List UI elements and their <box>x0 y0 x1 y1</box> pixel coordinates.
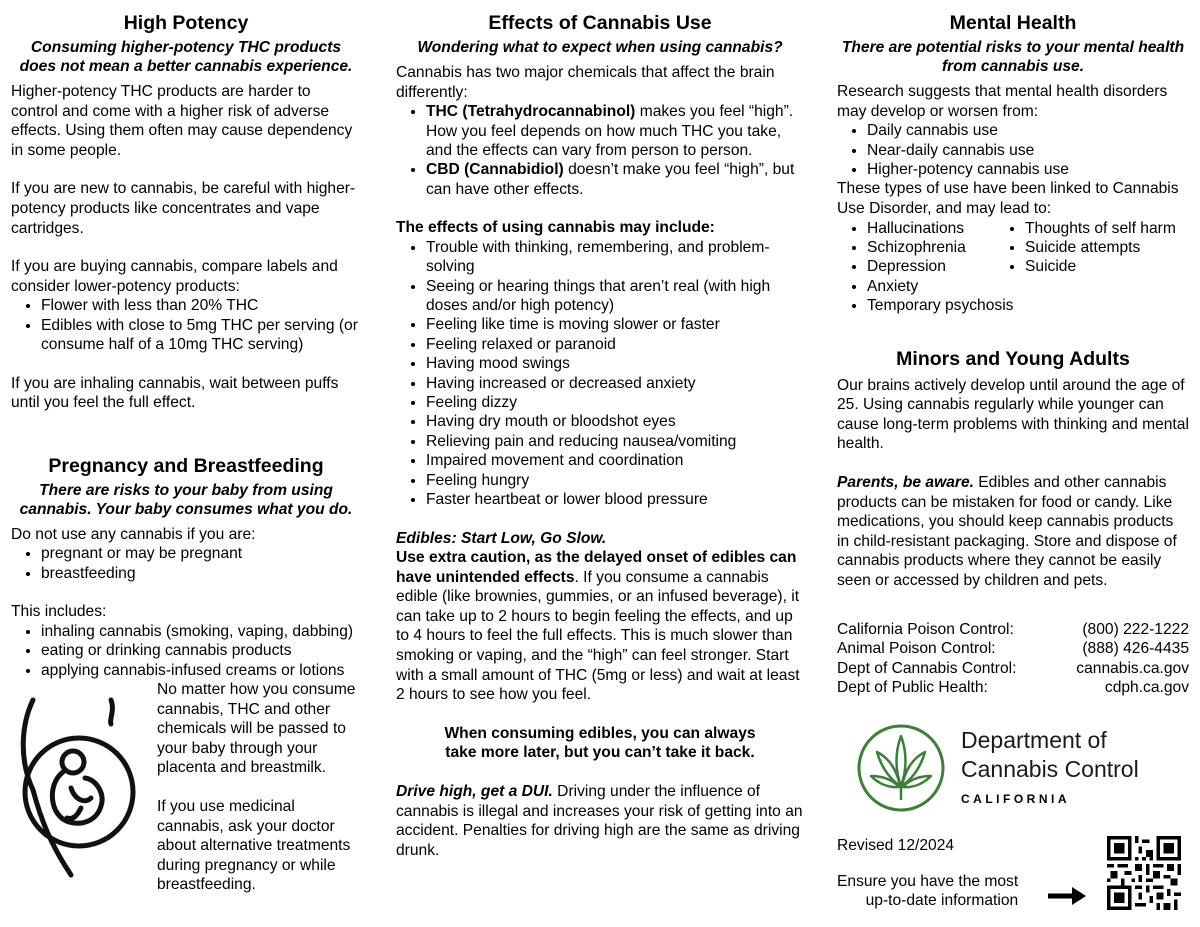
ensure-text: Ensure you have the most <box>837 872 1019 890</box>
cbd-term: CBD (Cannabidiol) <box>426 161 564 179</box>
parents-text: Edibles and other cannabis products can be mistaken for food or candy. Like medications, you should keep cannabis products in child-resistant packaging. Store and dispose of cannabis products where they cannot be easily seen or accessed by children and pets. <box>837 474 1177 589</box>
edibles-callout-line: take more later, but you can’t take it back. <box>445 744 755 762</box>
minors-paragraph: Our brains actively develop until around the age of 25. Using cannabis regularly while younger can cause long-term problems with thinking and mental health. <box>837 376 1189 453</box>
list-item: • Feeling relaxed or paranoid <box>426 335 804 354</box>
high-potency-paragraph: Higher-potency THC products are harder to control and come with a higher risk of adverse effects. Using them often may cause dependency in some people. <box>11 83 353 159</box>
edibles-callout-line: When consuming edibles, you can always <box>444 724 756 742</box>
list-item: • eating or drinking cannabis products <box>41 641 361 660</box>
contact-label: Dept of Cannabis Control: <box>837 659 1017 677</box>
high-potency-paragraph: If you are inhaling cannabis, wait between puffs until you feel the full effect. <box>11 374 339 412</box>
high-potency-paragraph: If you are new to cannabis, be careful with higher-potency products like concentrates and vape cartridges. <box>11 180 356 237</box>
pregnant-figure-icon <box>11 680 157 895</box>
logo-title-line: Department of <box>961 727 1107 754</box>
effects-list-heading: The effects of using cannabis may include: <box>396 219 715 237</box>
logo-state: CALIFORNIA <box>961 792 1070 807</box>
includes-label: This includes: <box>11 603 107 621</box>
pregnancy-subtitle: There are risks to your baby from using cannabis. Your baby consumes what you do. <box>19 481 353 518</box>
list-item: • Hallucinations <box>867 219 995 238</box>
footer <box>837 836 1189 916</box>
list-item: • Schizophrenia <box>867 238 995 257</box>
lower-potency-list <box>11 296 361 354</box>
list-item: • Relieving pain and reducing nausea/vomiting <box>426 432 804 451</box>
list-item: • Flower with less than 20% THC <box>41 296 361 315</box>
dcc-logo <box>855 722 1189 814</box>
table-row <box>837 678 1189 698</box>
parents-paragraph <box>837 473 1189 591</box>
minors-title: Minors and Young Adults <box>896 347 1130 370</box>
contact-value: cannabis.ca.gov <box>1076 659 1189 677</box>
list-item: • Feeling dizzy <box>426 393 804 412</box>
list-item: • Daily cannabis use <box>867 121 1189 140</box>
list-item: • Temporary psychosis <box>867 296 995 315</box>
table-row <box>837 620 1189 640</box>
list-item: • Trouble with thinking, remembering, and problem-solving <box>426 238 804 277</box>
list-item: • Faster heartbeat or lower blood pressure <box>426 490 804 509</box>
outcomes-list-left <box>837 219 1014 316</box>
contact-label: Dept of Public Health: <box>837 679 988 697</box>
list-item: • inhaling cannabis (smoking, vaping, dabbing) <box>41 622 361 641</box>
cannabis-leaf-logo-icon <box>855 722 947 814</box>
effects-intro: Cannabis has two major chemicals that affect the brain differently: <box>396 64 775 101</box>
use-types-list <box>837 121 1189 179</box>
pregnancy-title: Pregnancy and Breastfeeding <box>48 454 324 477</box>
mental-health-subtitle: There are potential risks to your mental health from cannabis use. <box>841 39 1185 75</box>
column-left <box>11 10 361 895</box>
list-item: • Depression <box>867 257 995 276</box>
list-item: • Anxiety <box>867 277 995 296</box>
thc-description: makes you feel “high”. How you feel depends on how much THC you take, and the effects can vary from person to person. <box>426 103 794 159</box>
high-potency-subtitle: Consuming higher-potency THC products does not mean a better cannabis experience. <box>19 39 353 75</box>
dui-text: Driving under the influence of cannabis is illegal and increases your risk of getting into an accident. Penalties for driving high are the same as driving drunk. <box>396 783 803 859</box>
outcomes-list-right <box>995 219 1176 316</box>
ensure-text: up-to-date information <box>865 892 1019 910</box>
list-item: • Suicide <box>1025 257 1176 276</box>
contact-label: Animal Poison Control: <box>837 640 996 658</box>
high-potency-paragraph: If you are buying cannabis, compare labels and consider lower-potency products: <box>11 258 338 295</box>
includes-list <box>11 622 361 680</box>
high-potency-title: High Potency <box>123 12 249 34</box>
list-item: • Higher-potency cannabis use <box>867 160 1189 179</box>
outcomes-lists <box>837 219 1189 316</box>
cbd-description: doesn’t make you feel “high”, but can have other effects. <box>426 161 795 198</box>
list-item <box>426 102 804 160</box>
list-item: • Having increased or decreased anxiety <box>426 374 804 393</box>
column-middle <box>396 10 804 860</box>
edibles-heading: Edibles: Start Low, Go Slow. <box>396 529 607 547</box>
effects-subtitle: Wondering what to expect when using cannabis? <box>417 39 783 56</box>
thc-term: THC (Tetrahydrocannabinol) <box>426 103 636 121</box>
list-item: • Feeling like time is moving slower or faster <box>426 315 804 334</box>
chemicals-list <box>396 102 804 199</box>
list-item: • Feeling hungry <box>426 471 804 490</box>
list-item: • Impaired movement and coordination <box>426 451 804 470</box>
list-item: • breastfeeding <box>41 564 361 583</box>
dui-heading: Drive high, get a DUI. <box>396 783 553 801</box>
list-item: • Having dry mouth or bloodshot eyes <box>426 412 804 431</box>
list-item: • pregnant or may be pregnant <box>41 544 361 563</box>
list-item: • Edibles with close to 5mg THC per serving (or consume half of a 10mg THC serving) <box>41 316 361 355</box>
logo-title-line: Cannabis Control <box>961 756 1139 783</box>
parents-heading: Parents, be aware. <box>837 474 974 491</box>
mental-health-intro: Research suggests that mental health disorders may develop or worsen from: <box>837 83 1168 120</box>
pregnancy-list <box>11 544 361 583</box>
list-item: • Having mood swings <box>426 354 804 373</box>
contact-value: (800) 222-1222 <box>1082 620 1189 638</box>
list-item: • Suicide attempts <box>1025 238 1176 257</box>
contacts-table <box>837 620 1189 698</box>
edibles-paragraph <box>396 548 804 705</box>
table-row <box>837 639 1189 659</box>
list-item: • applying cannabis-infused creams or lotions <box>41 661 361 680</box>
list-item <box>426 160 804 199</box>
column-right <box>837 10 1189 916</box>
pregnancy-figure-block <box>11 680 361 895</box>
qr-code-icon[interactable] <box>1107 836 1181 916</box>
pregnancy-figure-text: If you use medicinal cannabis, ask your doctor about alternative treatments during pregnancy or while breastfeeding. <box>157 797 351 894</box>
dui-paragraph <box>396 782 804 860</box>
mental-health-linked: These types of use have been linked to Cannabis Use Disorder, and may lead to: <box>837 180 1179 217</box>
pregnancy-figure-text: No matter how you consume cannabis, THC and other chemicals will be passed to your baby through your placenta and breastmilk. <box>157 680 356 777</box>
table-row <box>837 659 1189 679</box>
edibles-text: . If you consume a cannabis edible (like brownies, gummies, or an infused beverage), it can take up to 2 hours to begin feeling the effects, and up to 4 hours to feel the full effects. This is much slower than smoking or vaping, and the “high” can feel stronger. Start with a small amount of THC (5mg or less) and wait at least 2 hours to see how you feel. <box>396 568 800 704</box>
list-item: • Thoughts of self harm <box>1025 219 1176 238</box>
arrow-right-icon <box>1046 884 1088 908</box>
edibles-caution: Use extra caution, as the delayed onset of edibles can have unintended effects <box>396 549 797 586</box>
contact-label: California Poison Control: <box>837 620 1014 638</box>
list-item: • Seeing or hearing things that aren’t real (with high doses and/or high potency) <box>426 277 804 316</box>
revised-date: Revised 12/2024 <box>837 836 955 854</box>
contact-value: cdph.ca.gov <box>1104 679 1189 697</box>
mental-health-title: Mental Health <box>949 12 1077 34</box>
list-item: • Near-daily cannabis use <box>867 141 1189 160</box>
pregnancy-intro: Do not use any cannabis if you are: <box>11 525 256 543</box>
effects-list <box>396 238 804 510</box>
effects-title: Effects of Cannabis Use <box>488 12 712 34</box>
contact-value: (888) 426-4435 <box>1082 640 1189 658</box>
